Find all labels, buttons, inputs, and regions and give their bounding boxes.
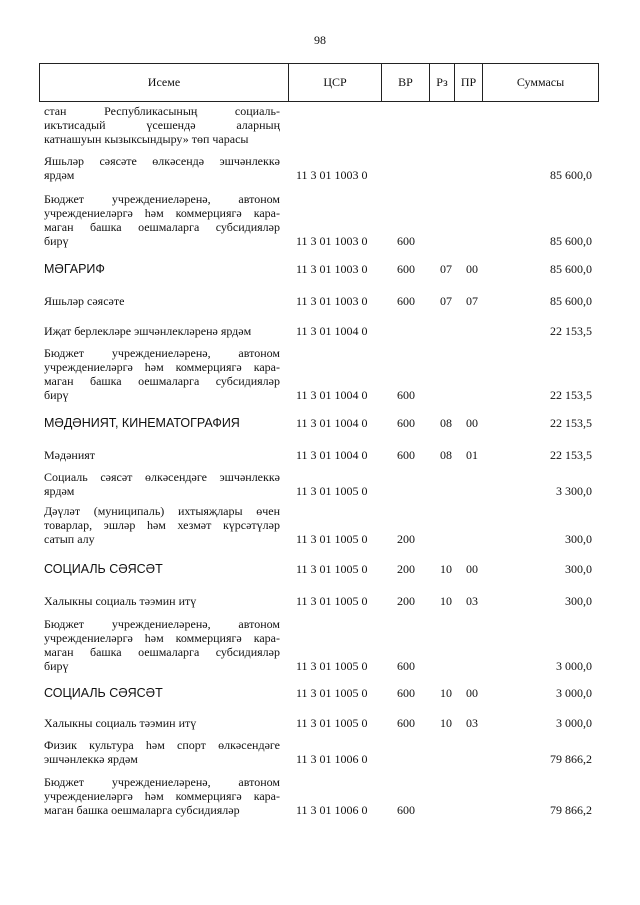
row-rz: 07 bbox=[440, 262, 452, 276]
row-name-line: Бюджет учреждениеләренә, автоном bbox=[44, 346, 280, 360]
row-name-line: эшчәнлеккә ярдәм bbox=[44, 752, 138, 766]
row-sum: 300,0 bbox=[565, 532, 592, 546]
row-name-line: Физик культура һәм спорт өлкәсендәге bbox=[44, 738, 280, 752]
row-vr: 600 bbox=[397, 803, 415, 817]
row-name-line: учреждениеләргә һәм коммерциягә кара- bbox=[44, 631, 280, 645]
header-sum: Суммасы bbox=[516, 75, 565, 89]
row-rz: 07 bbox=[440, 294, 452, 308]
row-csr: 11 3 01 1005 0 bbox=[296, 594, 368, 608]
row-csr: 11 3 01 1005 0 bbox=[296, 484, 368, 498]
row-name-line: Яшьләр сәясәте bbox=[44, 294, 125, 308]
row-pr: 00 bbox=[466, 416, 478, 430]
row-name-line: ярдәм bbox=[44, 168, 75, 182]
row-name-line: МӘДӘНИЯТ, КИНЕМАТОГРАФИЯ bbox=[44, 416, 240, 430]
row-sum: 300,0 bbox=[565, 594, 592, 608]
row-rz: 08 bbox=[440, 416, 452, 430]
row-csr: 11 3 01 1005 0 bbox=[296, 659, 368, 673]
row-sum: 85 600,0 bbox=[550, 168, 592, 182]
row-csr: 11 3 01 1003 0 bbox=[296, 234, 368, 248]
row-csr: 11 3 01 1004 0 bbox=[296, 324, 368, 338]
row-csr: 11 3 01 1003 0 bbox=[296, 294, 368, 308]
row-name-line: ярдәм bbox=[44, 484, 75, 498]
row-csr: 11 3 01 1005 0 bbox=[296, 562, 368, 576]
row-name-line: Социаль сәясәт өлкәсендәге эшчәнлеккә bbox=[44, 470, 280, 484]
row-vr: 600 bbox=[397, 294, 415, 308]
row-name-line: катнашуын кызыксындыру» төп чарасы bbox=[44, 132, 249, 146]
header-csr: ЦСР bbox=[289, 64, 382, 101]
row-csr: 11 3 01 1003 0 bbox=[296, 168, 368, 182]
table-header bbox=[39, 63, 599, 102]
header-name: Исеме bbox=[40, 64, 289, 101]
header-vr: ВР bbox=[382, 64, 430, 101]
row-name-line: стан Республикасының социаль- bbox=[44, 104, 280, 118]
row-vr: 200 bbox=[397, 562, 415, 576]
row-sum: 22 153,5 bbox=[550, 416, 592, 430]
row-csr: 11 3 01 1003 0 bbox=[296, 262, 368, 276]
row-sum: 22 153,5 bbox=[550, 388, 592, 402]
row-vr: 600 bbox=[397, 234, 415, 248]
row-vr: 600 bbox=[397, 448, 415, 462]
row-sum: 22 153,5 bbox=[550, 448, 592, 462]
header-pr: ПР bbox=[455, 64, 483, 101]
row-name-line: маган башка оешмаларга субсидияләр bbox=[44, 220, 280, 234]
row-csr: 11 3 01 1004 0 bbox=[296, 388, 368, 402]
row-name-line: Иҗат берлекләре эшчәнлекләренә ярдәм bbox=[44, 324, 252, 338]
row-name-line: Мәдәният bbox=[44, 448, 96, 462]
row-pr: 03 bbox=[466, 594, 478, 608]
row-rz: 10 bbox=[440, 716, 452, 730]
row-rz: 10 bbox=[440, 686, 452, 700]
header-rz: Рз bbox=[430, 64, 455, 101]
row-pr: 00 bbox=[466, 262, 478, 276]
row-sum: 85 600,0 bbox=[550, 294, 592, 308]
row-sum: 300,0 bbox=[565, 562, 592, 576]
row-csr: 11 3 01 1005 0 bbox=[296, 716, 368, 730]
row-vr: 200 bbox=[397, 532, 415, 546]
row-name-line: Бюджет учреждениеләренә, автоном bbox=[44, 617, 280, 631]
row-sum: 3 000,0 bbox=[556, 716, 592, 730]
row-vr: 600 bbox=[397, 659, 415, 673]
row-name-line: СОЦИАЛЬ СӘЯСӘТ bbox=[44, 562, 163, 576]
row-name-line: Халыкны социаль тәэмин итү bbox=[44, 594, 197, 608]
row-name-line: бирү bbox=[44, 659, 69, 673]
row-name-line: бирү bbox=[44, 234, 69, 248]
row-vr: 600 bbox=[397, 686, 415, 700]
row-name-line: товарлар, эшләр һәм хезмәт күрсәтүләр bbox=[44, 518, 280, 532]
row-vr: 600 bbox=[397, 416, 415, 430]
row-name-line: маган башка оешмаларга субсидияләр bbox=[44, 803, 240, 817]
row-csr: 11 3 01 1006 0 bbox=[296, 752, 368, 766]
row-csr: 11 3 01 1004 0 bbox=[296, 448, 368, 462]
row-vr: 200 bbox=[397, 594, 415, 608]
row-pr: 01 bbox=[466, 448, 478, 462]
row-name-line: икътисадый үсешендә аларның bbox=[44, 118, 280, 132]
row-rz: 10 bbox=[440, 594, 452, 608]
row-rz: 10 bbox=[440, 562, 452, 576]
row-name-line: маган башка оешмаларга субсидияләр bbox=[44, 645, 280, 659]
row-name-line: Бюджет учреждениеләренә, автоном bbox=[44, 775, 280, 789]
row-csr: 11 3 01 1006 0 bbox=[296, 803, 368, 817]
row-sum: 79 866,2 bbox=[550, 803, 592, 817]
row-name-line: СОЦИАЛЬ СӘЯСӘТ bbox=[44, 686, 163, 700]
row-csr: 11 3 01 1005 0 bbox=[296, 686, 368, 700]
row-name-line: учреждениеләргә һәм коммерциягә кара- bbox=[44, 206, 280, 220]
row-pr: 00 bbox=[466, 686, 478, 700]
row-name-line: учреждениеләргә һәм коммерциягә кара- bbox=[44, 360, 280, 374]
page-number: 98 bbox=[314, 33, 326, 47]
row-pr: 07 bbox=[466, 294, 478, 308]
row-name-line: учреждениеләргә һәм коммерциягә кара- bbox=[44, 789, 280, 803]
row-sum: 85 600,0 bbox=[550, 234, 592, 248]
row-name-line: маган башка оешмаларга субсидияләр bbox=[44, 374, 280, 388]
row-pr: 00 bbox=[466, 562, 478, 576]
row-pr: 03 bbox=[466, 716, 478, 730]
row-vr: 600 bbox=[397, 716, 415, 730]
row-sum: 3 000,0 bbox=[556, 659, 592, 673]
row-sum: 3 000,0 bbox=[556, 686, 592, 700]
row-name-line: сатып алу bbox=[44, 532, 95, 546]
row-vr: 600 bbox=[397, 262, 415, 276]
row-rz: 08 bbox=[440, 448, 452, 462]
row-csr: 11 3 01 1005 0 bbox=[296, 532, 368, 546]
row-sum: 79 866,2 bbox=[550, 752, 592, 766]
row-vr: 600 bbox=[397, 388, 415, 402]
row-csr: 11 3 01 1004 0 bbox=[296, 416, 368, 430]
row-name-line: Дәүләт (муниципаль) ихтыяҗлары өчен bbox=[44, 504, 280, 518]
row-name-line: МӘГАРИФ bbox=[44, 262, 105, 276]
row-name-line: Бюджет учреждениеләренә, автоном bbox=[44, 192, 280, 206]
row-sum: 22 153,5 bbox=[550, 324, 592, 338]
row-sum: 3 300,0 bbox=[556, 484, 592, 498]
row-name-line: Яшьләр сәясәте өлкәсендә эшчәнлеккә bbox=[44, 154, 280, 168]
row-name-line: Халыкны социаль тәэмин итү bbox=[44, 716, 197, 730]
row-sum: 85 600,0 bbox=[550, 262, 592, 276]
row-name-line: бирү bbox=[44, 388, 69, 402]
